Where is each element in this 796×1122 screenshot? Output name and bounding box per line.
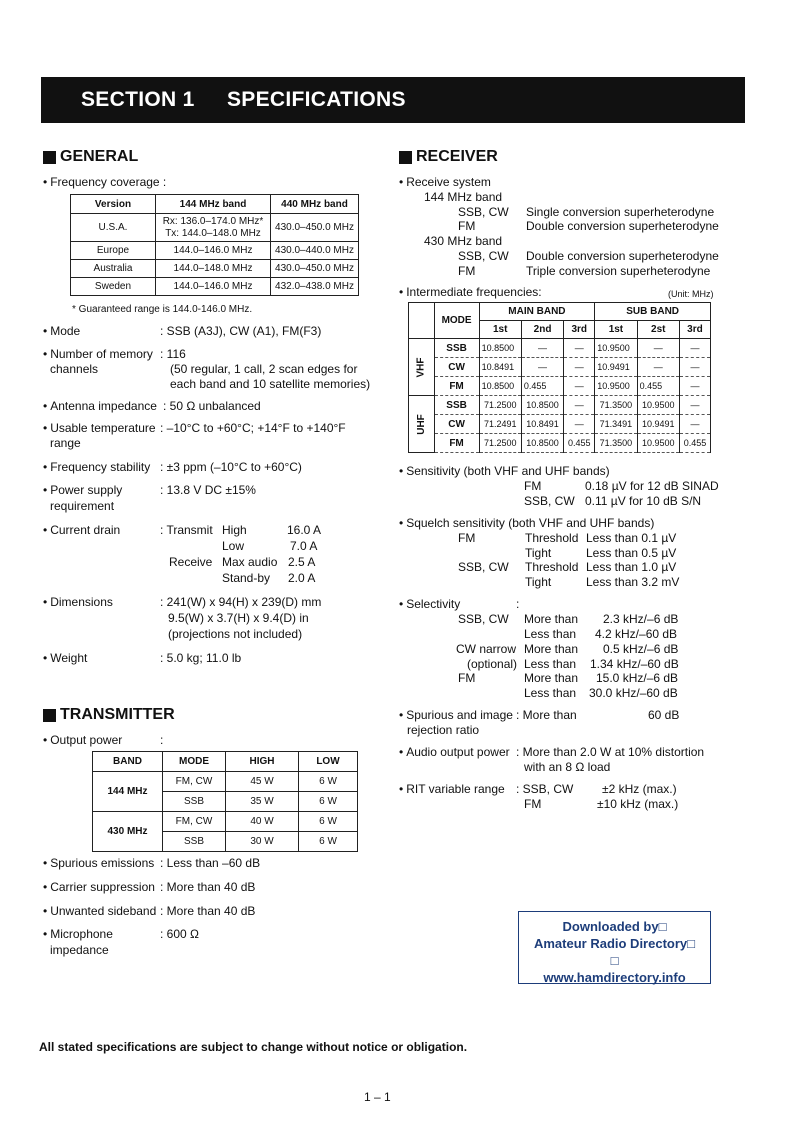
squelch-kind: Threshold xyxy=(525,531,579,545)
drain-row-name: Max audio xyxy=(222,555,278,569)
microphone-value: : 600 Ω xyxy=(160,927,199,941)
selectivity-mode: SSB, CW xyxy=(458,612,509,626)
spurious-image-label: • Spurious and image xyxy=(399,708,513,722)
audio-output-value: : More than 2.0 W at 10% distortion xyxy=(516,745,705,759)
version-table-note: * Guaranteed range is 144.0-146.0 MHz. xyxy=(72,304,253,315)
dimensions-value: : 241(W) x 94(H) x 239(D) mm xyxy=(160,595,322,609)
receive-system-mode: SSB, CW xyxy=(458,205,509,219)
unwanted-sideband-value: : More than 40 dB xyxy=(160,904,256,918)
selectivity-value: 0.5 kHz/–6 dB xyxy=(603,642,679,656)
frequency-coverage-label: • Frequency coverage : xyxy=(43,175,166,189)
table-header-row: MODE MAIN BAND SUB BAND xyxy=(409,303,711,321)
table-header-row: 1st 2nd 3rd 1st 2st 3rd xyxy=(409,321,711,339)
dimensions-label: • Dimensions xyxy=(43,595,113,609)
download-line-2: Amateur Radio Directory□ xyxy=(533,936,695,951)
spurious-image-compare: : More than xyxy=(516,708,577,722)
drain-row-name: Low xyxy=(222,539,245,553)
section-title: SPECIFICATIONS xyxy=(227,88,406,111)
rit-value: ±2 kHz (max.) xyxy=(602,782,677,796)
carrier-suppression-value: : More than 40 dB xyxy=(160,880,256,894)
drain-transmit: : Transmit xyxy=(160,523,213,537)
memory-value-2: (50 regular, 1 call, 2 scan edges for xyxy=(170,362,358,376)
output-power-table xyxy=(92,751,358,852)
temperature-label: • Usable temperature xyxy=(43,421,156,435)
squelch-value: Less than 3.2 mV xyxy=(586,575,680,589)
squelch-value: Less than 1.0 µV xyxy=(586,560,677,574)
selectivity-compare: More than xyxy=(524,642,579,656)
selectivity-value: 1.34 kHz/–60 dB xyxy=(590,657,679,671)
table-row: SSB 35 W 6 W xyxy=(93,792,358,812)
transmitter-heading: TRANSMITTER xyxy=(43,706,175,724)
drain-row-value: 7.0 A xyxy=(290,539,318,553)
receive-system-desc: Double conversion superheterodyne xyxy=(526,219,719,233)
drain-row-name: High xyxy=(222,523,247,537)
if-table xyxy=(408,302,711,453)
table-row: FM 71.2500 10.8500 0.455 71.3500 10.9500 0.455 xyxy=(409,434,711,453)
antenna-label: • Antenna impedance xyxy=(43,399,157,413)
rit-label: • RIT variable range xyxy=(399,782,505,796)
rit-value: ±10 kHz (max.) xyxy=(597,797,679,811)
drain-row-name: Stand-by xyxy=(222,571,271,585)
selectivity-colon: : xyxy=(516,597,520,611)
receive-system-desc: Double conversion superheterodyne xyxy=(526,249,719,263)
selectivity-compare: Less than xyxy=(524,657,577,671)
selectivity-mode: FM xyxy=(458,671,476,685)
heading-bullet-icon xyxy=(43,151,56,164)
selectivity-value: 15.0 kHz/–6 dB xyxy=(596,671,679,685)
drain-row-value: 2.0 A xyxy=(288,571,316,585)
power-supply-label: • Power supply xyxy=(43,483,122,497)
drain-row-value: 2.5 A xyxy=(288,555,316,569)
audio-output-label: • Audio output power xyxy=(399,745,510,759)
stability-label: • Frequency stability xyxy=(43,460,150,474)
table-row: UHF SSB 71.2500 10.8500 — 71.3500 10.9500 — xyxy=(409,396,711,415)
output-power-label: • Output power xyxy=(43,733,122,747)
squelch-kind: Tight xyxy=(525,575,552,589)
section-number: SECTION 1 xyxy=(81,88,195,111)
memory-value: : 116 xyxy=(160,347,186,361)
squelch-kind: Tight xyxy=(525,546,552,560)
heading-bullet-icon xyxy=(43,709,56,722)
receive-system-mode: SSB, CW xyxy=(458,249,509,263)
table-row: U.S.A. Rx: 136.0–174.0 MHz* Tx: 144.0–148.0 MHz 430.0–450.0 MHz xyxy=(71,214,359,242)
heading-bullet-icon xyxy=(399,151,412,164)
carrier-suppression-label: • Carrier suppression xyxy=(43,880,155,894)
dimensions-value-2: 9.5(W) x 3.7(H) x 9.4(D) in xyxy=(168,611,309,625)
vhf-label: VHF xyxy=(409,339,435,396)
microphone-label-2: impedance xyxy=(50,943,109,957)
version-table xyxy=(70,194,359,296)
stability-value: : ±3 ppm (–10°C to +60°C) xyxy=(160,460,302,474)
power-supply-label-2: requirement xyxy=(50,499,115,513)
spurious-emissions-value: : Less than –60 dB xyxy=(160,856,261,870)
squelch-mode-fm: FM xyxy=(458,531,476,545)
section-banner xyxy=(41,77,745,123)
download-line-1: Downloaded by□ xyxy=(562,919,667,934)
table-header-row: BAND MODE HIGH LOW xyxy=(93,752,358,772)
squelch-label: • Squelch sensitivity (both VHF and UHF bands) xyxy=(399,516,654,530)
unwanted-sideband-label: • Unwanted sideband xyxy=(43,904,156,918)
selectivity-mode: CW narrow xyxy=(456,642,517,656)
spurious-image-value: 60 dB xyxy=(648,708,680,722)
audio-output-value-2: with an 8 Ω load xyxy=(524,760,611,774)
dimensions-value-3: (projections not included) xyxy=(168,627,303,641)
squelch-value: Less than 0.5 µV xyxy=(586,546,677,560)
table-row: CW 71.2491 10.8491 — 71.3491 10.9491 — xyxy=(409,415,711,434)
table-row: SSB 30 W 6 W xyxy=(93,832,358,852)
selectivity-compare: Less than xyxy=(524,627,577,641)
drain-receive: Receive xyxy=(169,555,213,569)
download-link[interactable]: www.hamdirectory.info xyxy=(543,970,686,985)
receive-system-label: • Receive system xyxy=(399,175,491,189)
memory-label: • Number of memory xyxy=(43,347,153,361)
table-row: FM 10.8500 0.455 — 10.9500 0.455 — xyxy=(409,377,711,396)
output-power-colon: : xyxy=(160,733,164,747)
sensitivity-mode: SSB, CW xyxy=(524,494,575,508)
table-header-row: Version 144 MHz band 440 MHz band xyxy=(71,195,359,214)
footer-note: All stated specifications are subject to change without notice or obligation. xyxy=(39,1040,468,1054)
selectivity-value: 2.3 kHz/–6 dB xyxy=(603,612,679,626)
table-row: Sweden 144.0–146.0 MHz 432.0–438.0 MHz xyxy=(71,278,359,296)
receive-system-desc: Single conversion superheterodyne xyxy=(526,205,715,219)
weight-value: : 5.0 kg; 11.0 lb xyxy=(160,651,242,665)
rit-mode: FM xyxy=(524,797,542,811)
mode-label: • Mode xyxy=(43,324,80,338)
spurious-emissions-label: • Spurious emissions xyxy=(43,856,154,870)
download-line-3: □ xyxy=(610,953,619,968)
mode-value: : SSB (A3J), CW (A1), FM(F3) xyxy=(160,324,322,338)
power-supply-value: : 13.8 V DC ±15% xyxy=(160,483,256,497)
receive-system-mode: FM xyxy=(458,219,476,233)
page-number: 1 – 1 xyxy=(364,1090,391,1104)
rit-mode: : SSB, CW xyxy=(516,782,574,796)
temperature-value: : –10°C to +60°C; +14°F to +140°F xyxy=(160,421,346,435)
sensitivity-label: • Sensitivity (both VHF and UHF bands) xyxy=(399,464,610,478)
squelch-value: Less than 0.1 µV xyxy=(586,531,677,545)
squelch-kind: Threshold xyxy=(525,560,579,574)
receiver-heading: RECEIVER xyxy=(399,148,498,166)
selectivity-value: 30.0 kHz/–60 dB xyxy=(589,686,678,700)
sensitivity-value: 0.18 µV for 12 dB SINAD xyxy=(585,479,719,493)
table-row: Australia 144.0–148.0 MHz 430.0–450.0 MHz xyxy=(71,260,359,278)
if-label: • Intermediate frequencies: xyxy=(399,285,542,299)
general-heading: GENERAL xyxy=(43,148,138,166)
current-drain-label: • Current drain xyxy=(43,523,120,537)
table-row: CW 10.8491 — — 10.9491 — — xyxy=(409,358,711,377)
weight-label: • Weight xyxy=(43,651,87,665)
receive-system-430: 430 MHz band xyxy=(424,234,503,248)
selectivity-value: 4.2 kHz/–60 dB xyxy=(595,627,678,641)
sensitivity-value: 0.11 µV for 10 dB S/N xyxy=(585,494,702,508)
receive-system-desc: Triple conversion superheterodyne xyxy=(526,264,711,278)
selectivity-compare: More than xyxy=(524,612,579,626)
selectivity-mode: (optional) xyxy=(467,657,518,671)
download-notice-box xyxy=(518,911,711,984)
selectivity-label: • Selectivity xyxy=(399,597,460,611)
memory-value-3: each band and 10 satellite memories) xyxy=(170,377,371,391)
microphone-label: • Microphone xyxy=(43,927,113,941)
table-row: VHF SSB 10.8500 — — 10.9500 — — xyxy=(409,339,711,358)
table-row: 144 MHz FM, CW 45 W 6 W xyxy=(93,772,358,792)
selectivity-compare: Less than xyxy=(524,686,577,700)
antenna-value: : 50 Ω unbalanced xyxy=(163,399,261,413)
table-row: 430 MHz FM, CW 40 W 6 W xyxy=(93,812,358,832)
if-unit: (Unit: MHz) xyxy=(668,289,714,299)
drain-row-value: 16.0 A xyxy=(287,523,322,537)
receive-system-mode: FM xyxy=(458,264,476,278)
memory-label-2: channels xyxy=(50,362,99,376)
sensitivity-mode: FM xyxy=(524,479,542,493)
squelch-mode-ssb: SSB, CW xyxy=(458,560,509,574)
temperature-label-2: range xyxy=(50,436,81,450)
selectivity-compare: More than xyxy=(524,671,579,685)
table-row: Europe 144.0–146.0 MHz 430.0–440.0 MHz xyxy=(71,242,359,260)
uhf-label: UHF xyxy=(409,396,435,453)
spurious-image-label-2: rejection ratio xyxy=(407,723,480,737)
receive-system-144: 144 MHz band xyxy=(424,190,503,204)
